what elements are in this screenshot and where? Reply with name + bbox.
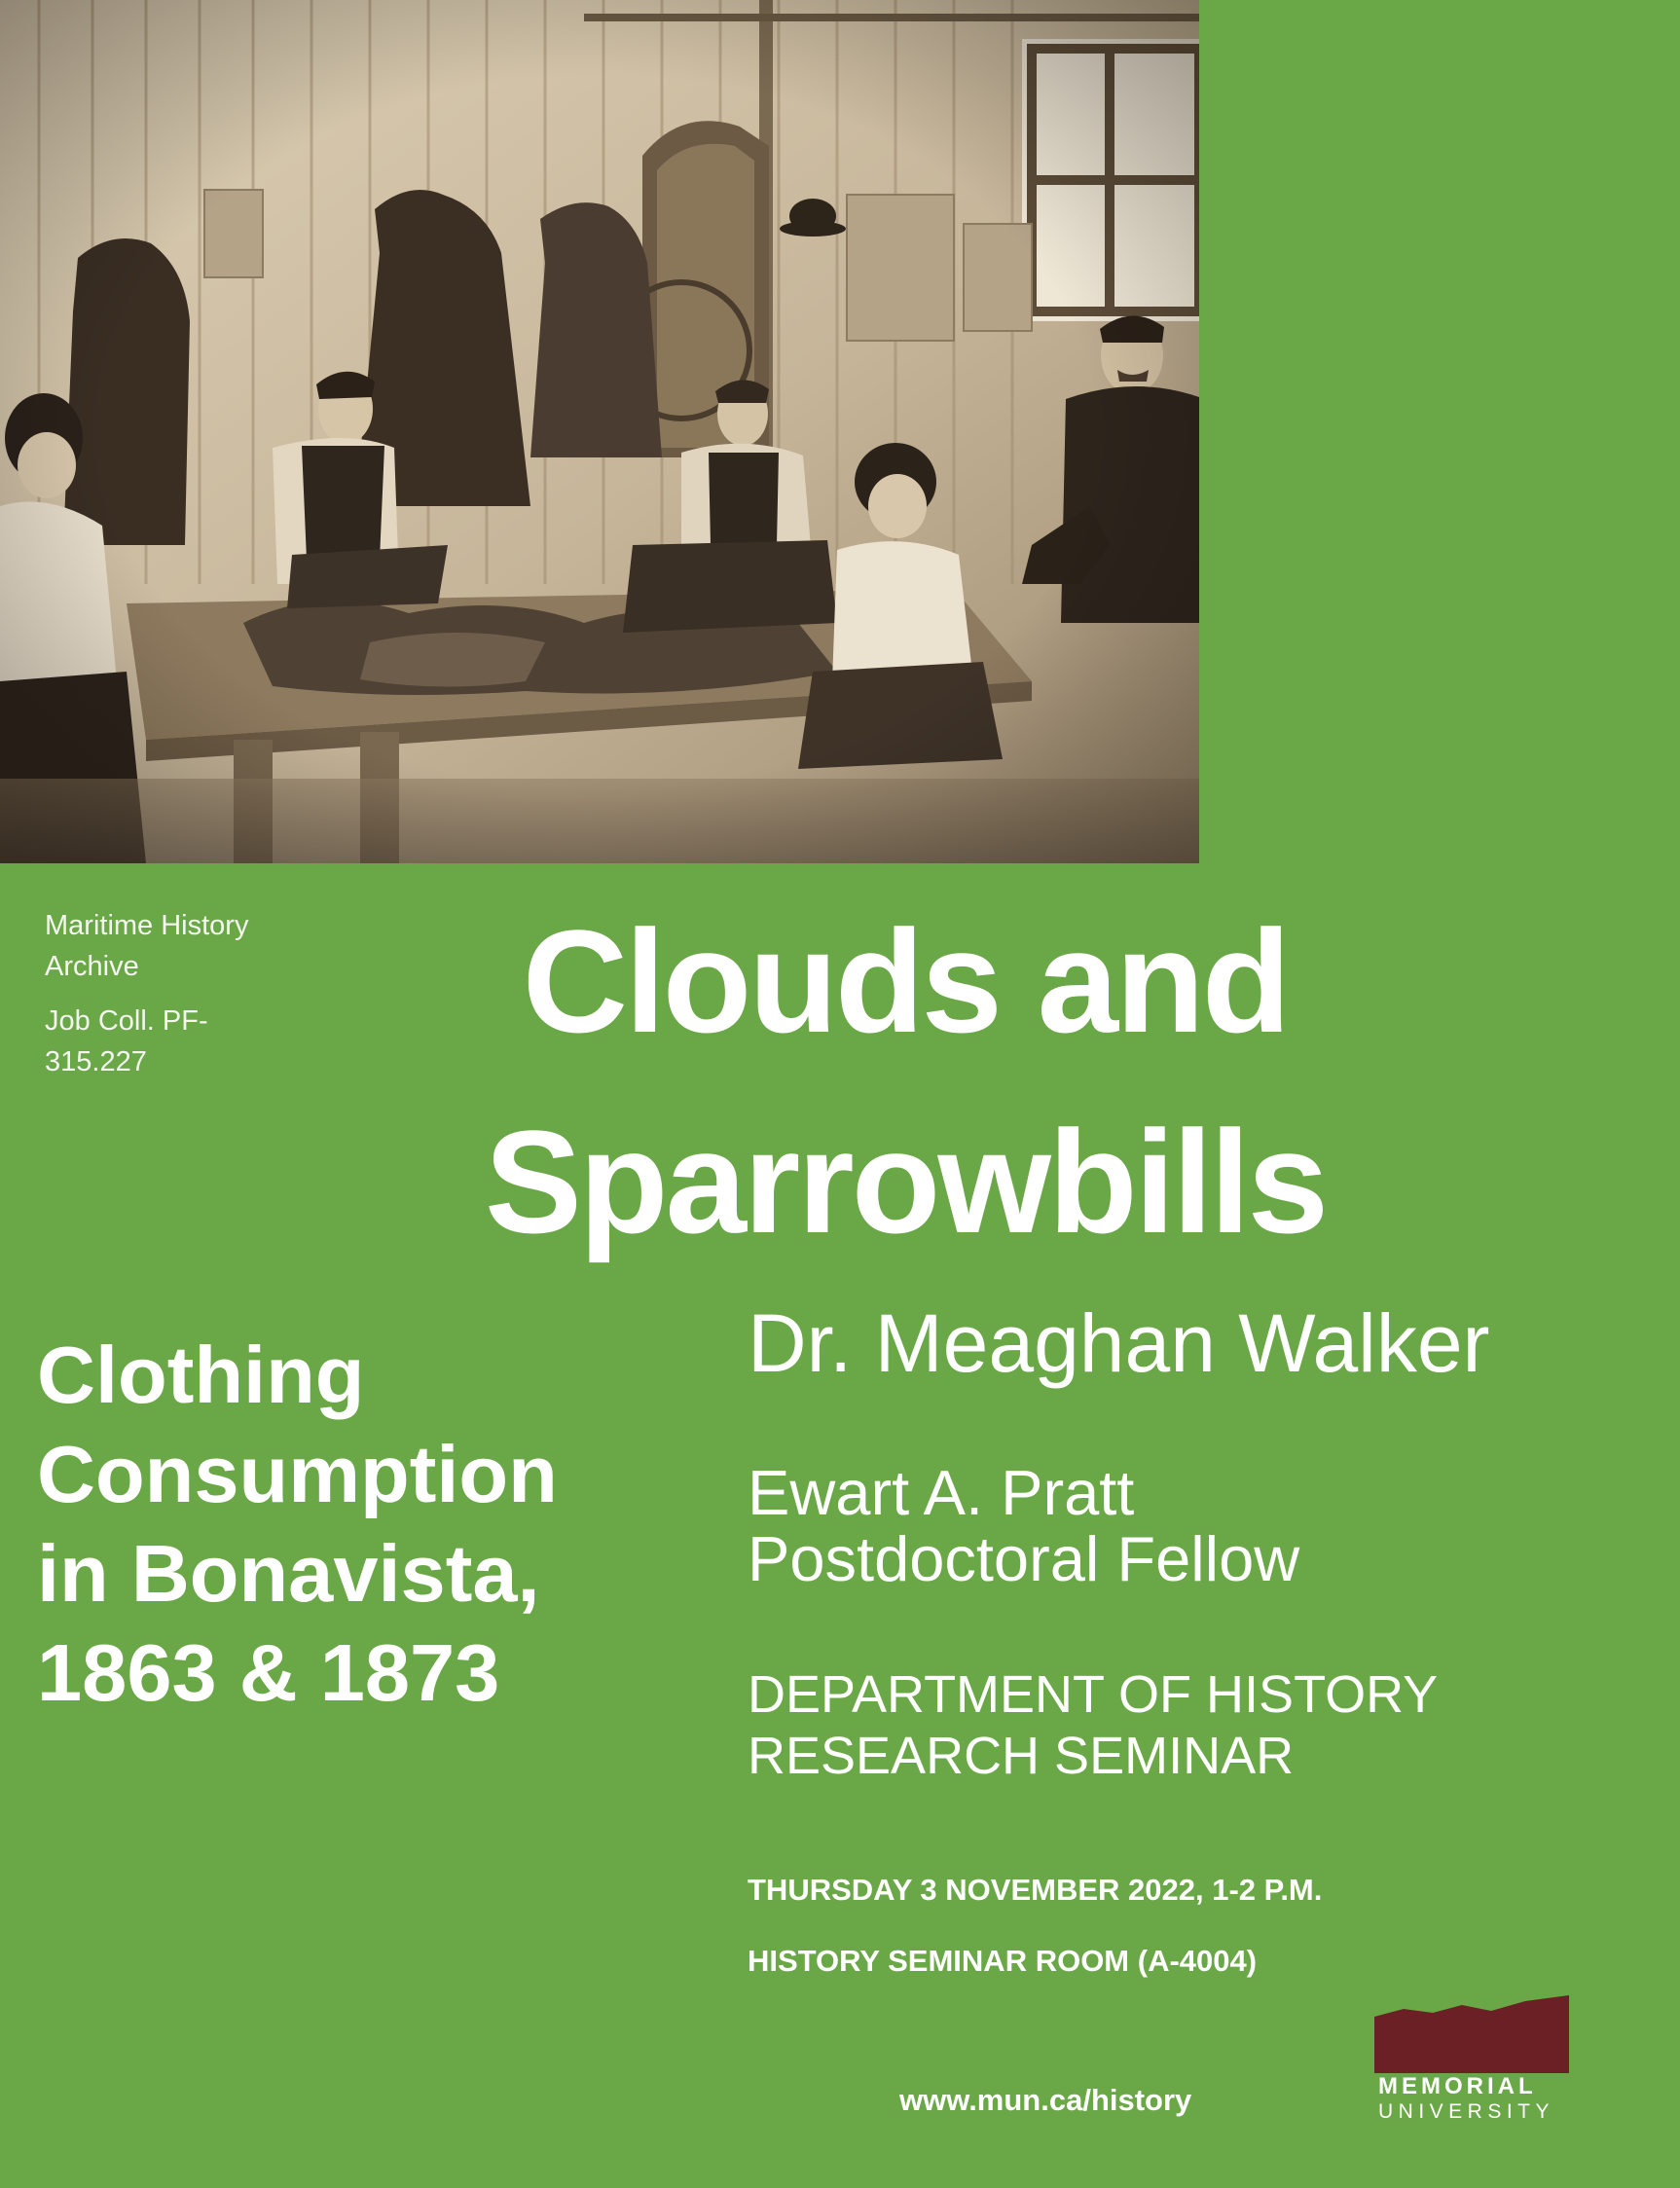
- logo-text-memorial: MEMORIAL: [1378, 2073, 1537, 2099]
- event-subtitle: [37, 1326, 670, 1723]
- memorial-university-logo-icon: [1365, 1995, 1569, 2073]
- seminar-line-2: RESEARCH SEMINAR: [748, 1727, 1295, 1785]
- event-location: HISTORY SEMINAR ROOM (A-4004): [748, 1944, 1258, 1978]
- fellowship-line-2: Postdoctoral Fellow: [748, 1523, 1300, 1594]
- event-title: [350, 881, 1460, 1282]
- title-line-2: Sparrowbills: [484, 1100, 1327, 1263]
- speaker-name: Dr. Meaghan Walker: [748, 1297, 1490, 1389]
- subtitle-line-1: Clothing: [37, 1330, 365, 1420]
- photo-credit: [45, 905, 298, 1096]
- logo-text-university: UNIVERSITY: [1378, 2100, 1555, 2123]
- seminar-series: [748, 1664, 1624, 1787]
- subtitle-line-3: in Bonavista,: [37, 1528, 540, 1619]
- credit-source: Maritime History Archive: [45, 910, 249, 982]
- speaker-fellowship: [748, 1457, 1624, 1594]
- credit-collection: Job Coll. PF-315.227: [45, 1005, 208, 1077]
- memorial-university-logo: [1365, 1995, 1569, 2151]
- title-line-1: Clouds and: [522, 899, 1289, 1063]
- subtitle-line-2: Consumption: [37, 1429, 558, 1519]
- subtitle-line-4: 1863 & 1873: [37, 1627, 500, 1718]
- seminar-line-1: DEPARTMENT OF HISTORY: [748, 1665, 1439, 1724]
- website-link[interactable]: www.mun.ca/history: [899, 2083, 1192, 2117]
- fellowship-line-1: Ewart A. Pratt: [748, 1457, 1135, 1528]
- event-date-time: THURSDAY 3 NOVEMBER 2022, 1-2 P.M.: [748, 1873, 1323, 1907]
- archival-photo: [0, 0, 1199, 863]
- archival-photo-tailor-shop-icon: [0, 0, 1199, 863]
